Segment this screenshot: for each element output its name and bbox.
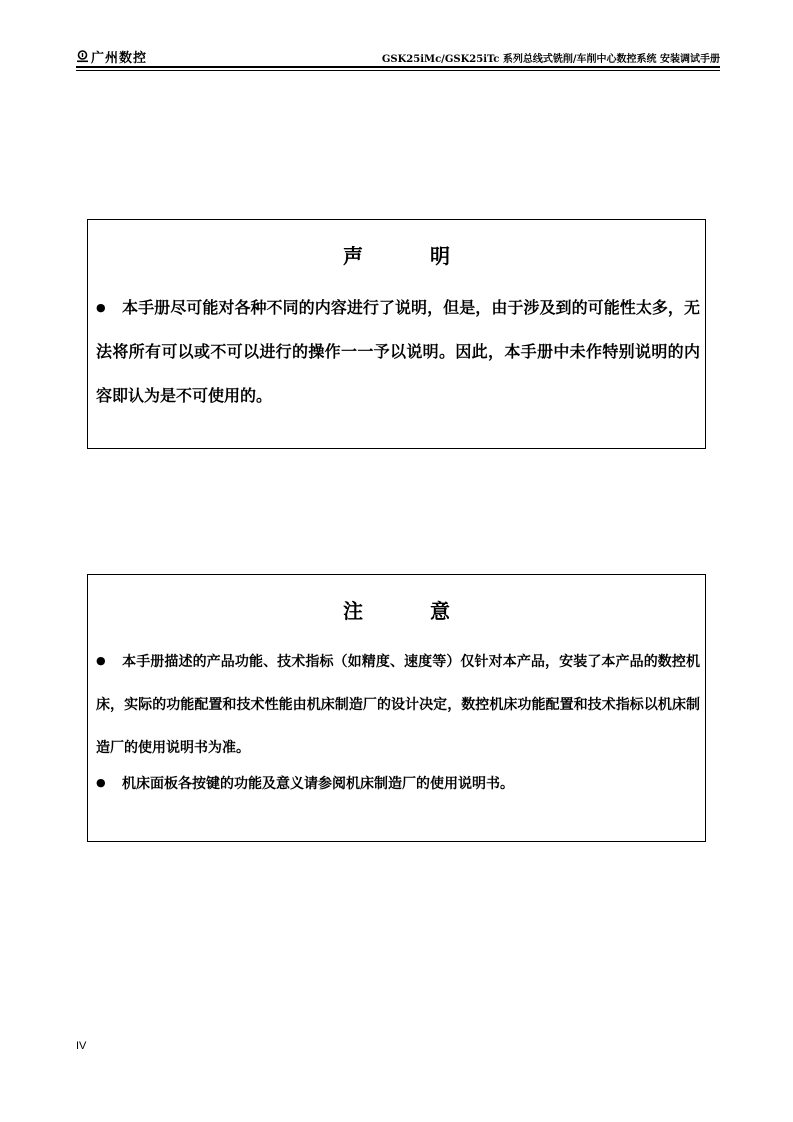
header-rule bbox=[76, 66, 720, 68]
notice-item bbox=[96, 761, 700, 806]
page-header bbox=[76, 44, 720, 68]
page-number: IV bbox=[76, 1040, 87, 1052]
gsk-logo-icon bbox=[76, 50, 89, 63]
notice-item-text: 机床面板各按键的功能及意义请参阅机床制造厂的使用说明书。 bbox=[122, 776, 514, 792]
statement-paragraph bbox=[96, 286, 700, 418]
statement-box bbox=[87, 219, 706, 449]
notice-item bbox=[96, 639, 700, 770]
logo-text: 广州数控 bbox=[91, 51, 148, 66]
manual-title: GSK25iMc/GSK25iTc 系列总线式铣削/车削中心数控系统 安装调试手册 bbox=[381, 54, 720, 65]
notice-box bbox=[87, 574, 706, 842]
statement-text: 本手册尽可能对各种不同的内容进行了说明，但是，由于涉及到的可能性太多，无法将所有可以或不可以进行的操作一一予以说明。因此，本手册中未作特别说明的内容即认为是不可使用的。 bbox=[96, 298, 700, 405]
statement-title: 声 明 bbox=[343, 244, 480, 268]
bullet-icon: ● bbox=[96, 776, 106, 789]
bullet-icon: ● bbox=[96, 301, 106, 314]
header-rule-thin bbox=[76, 70, 720, 71]
notice-item-text: 本手册描述的产品功能、技术指标（如精度、速度等）仅针对本产品，安装了本产品的数控机床，实际的功能配置和技术性能由机床制造厂的设计决定，数控机床功能配置和技术指标以机床制造厂的使用说明书为准。 bbox=[96, 654, 700, 756]
company-logo bbox=[76, 47, 147, 66]
notice-title: 注 意 bbox=[343, 599, 480, 623]
bullet-icon: ● bbox=[96, 654, 106, 667]
